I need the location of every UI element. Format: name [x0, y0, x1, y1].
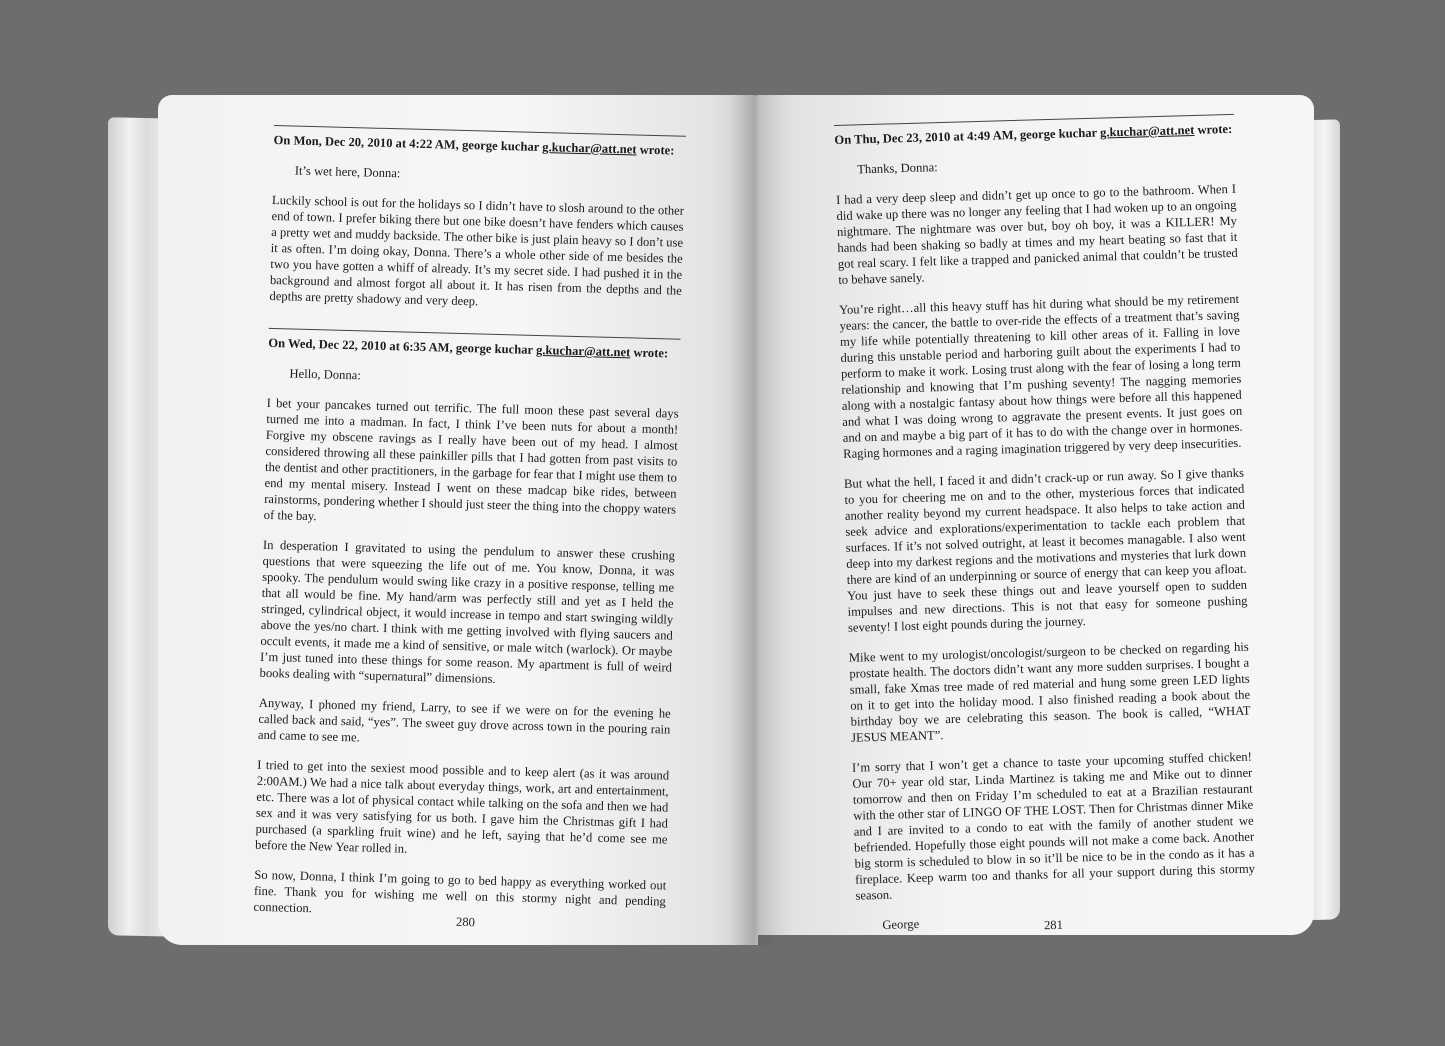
email-header-suffix: wrote:: [636, 142, 675, 158]
left-page-text: [253, 125, 686, 926]
page-number: 280: [455, 914, 476, 930]
page-number: 281: [1043, 917, 1064, 933]
paragraph: So now, Donna, I think I’m going to go to bed happy as everything worked out fine. Thank you for wishing me well on this stormy night and pending connection.: [253, 867, 667, 916]
email-header-text: On Wed, Dec 22, 2010 at 6:35 AM, george kuchar: [268, 335, 537, 357]
email-header-text: On Thu, Dec 23, 2010 at 4:49 AM, george kuchar: [834, 125, 1101, 147]
email-header: [268, 335, 680, 362]
email-address-link[interactable]: g.kuchar@att.net: [535, 342, 631, 360]
paragraph: Luckily school is out for the holidays so I didn’t have to slosh around to the other end of town. I prefer biking there but one bike doesn’t have fenders which causes a pretty wet and muddy backside. The other bike is just plain heavy so I don’t use it as often. I’m doing okay, Donna. There’s a whole other side of me besides the two you have gotten a whiff of already. It’s my secret side. I had pushed it in the background and almost forgot all about it. It has risen from the depths and the depths are pretty shadowy and very deep.: [269, 192, 685, 309]
paragraph: I tried to get into the sexiest mood possible and to keep alert (as it was around 2:00AM.) We had a nice talk about everyday things, work, art and entertainment, etc. There was a lot of physical contact while talking on the sofa and then we had sex and it was very satisfying for us both. I gave him the Christmas gift I had purchased (a sparkling fruit wine) and he left, saying that he’d come see me before the New Year rolled in.: [254, 757, 670, 856]
email-address-link[interactable]: g.kuchar@att.net: [1099, 122, 1195, 140]
email-header-suffix: wrote:: [630, 345, 669, 361]
paragraph: But what the hell, I faced it and didn’t crack-up or run away. So I give thanks to you for cheering me on and to the other, mysterious forces that indicated another reality beyond my current headspace. It also helps to take action and seek advice and explorations/experimentation to tackle each problem that surfaces. If it’s not solved outright, at least it becomes managable. I also went deep into my darkest regions and the motivations and mysteries that lurk down there are kind of an underpinning or source of energy that can keep you afloat. You just have to seek these things out and leave yourself open to sudden impulses and new directions. This is not that easy for someone pushing seventy! I lost eight pounds during the journey.: [843, 465, 1248, 635]
email-header-suffix: wrote:: [1194, 121, 1233, 137]
paragraph: I had a very deep sleep and didn’t get up once to go to the bathroom. When I did wake up there was no longer any feeling that I had woken up to an ongoing nightmare. The nightmare was over but, boy oh boy, it was a KILLER! My hands had been shaking so badly at times and my heart beating so fast that it got real scary. I felt like a trapped and panicked animal that couldn’t be trusted to behave sanely.: [835, 181, 1238, 287]
email-header: [834, 121, 1234, 148]
email-greeting: Hello, Donna:: [289, 366, 362, 383]
left-page: [158, 95, 758, 945]
email-greeting: It’s wet here, Donna:: [294, 163, 401, 181]
paragraph: Mike went to my urologist/oncologist/surgeon to be checked on regarding his prostate health. The doctors didn’t want any more sudden surprises. I bought a small, fake Xmas tree made of red material and hung some green LED lights on it to get into the holiday mood. I also finished reading a book about the birthday boy we are celebrating this season. The book is called, “WHAT JESUS MEANT”.: [848, 639, 1251, 745]
email-header-text: On Mon, Dec 20, 2010 at 4:22 AM, george kuchar: [273, 132, 543, 155]
right-page-text: [834, 114, 1256, 934]
paragraph: I’m sorry that I won’t get a chance to taste your upcoming stuffed chicken! Our 70+ year old star, Linda Martinez is taking me and Mike out to dinner tomorrow and then on Friday I’m scheduled to eat at a Brazilian restaurant with the other star of LINGO OF THE LOST. Then for Christmas dinner Mike and I are invited to a condo to eat with the family of another student we befriended. Hopefully those eight pounds will not make a come back. Another big storm is scheduled to blow in so it’ll be nice to be in the condo as it has a fireplace. Keep warm too and thanks for all your support during this stormy season.: [851, 749, 1256, 903]
right-page: [754, 95, 1314, 935]
paragraph: I bet your pancakes turned out terrific. The full moon these past several days turned me into a madman. In fact, I think I’ve been nuts for about a month! Forgive my obscene ravings as I really have been out of my head. I almost considered throwing all these painkiller pills that I had gotten from past visits to the dentist and other practitioners, in the garbage for fear that I might use them to end my mental misery. Instead I went on these madcap bike rides, between rainstorms, pondering whether I should just steer the thing into the choppy waters of the bay.: [263, 395, 679, 524]
email-signoff: George: [882, 916, 920, 932]
email-greeting: Thanks, Donna:: [857, 160, 938, 177]
paragraph: You’re right…all this heavy stuff has hit during what should be my retirement years: the cancer, the battle to over-ride the effects of a treatment that’s saving my life while potentially threatening to kill other areas of it. Falling in love during this unstable period and harboring guilt about the experiments I had to perform to make it work. Losing trust along with the fear of losing a long term relationship and knowing that I’m pushing seventy! The nagging memories along with a nostalgic fantasy about how things were before all this happened and what I was doing wrong to aggravate the present events. It just goes on and on and maybe a big part of it has to do with the change over in hormones. Raging hormones and a raging imagination triggered by very deep insecurities.: [838, 291, 1243, 461]
paragraph: In desperation I gravitated to using the pendulum to answer these crushing questions that were squeezing the life out of me. You know, Donna, it was spooky. The pendulum would swing like crazy in a positive response, telling me that all would be fine. My hand/arm was perfectly still and yet as I held the stringed, cylindrical object, it would increase in tempo and start swinging wildly above the yes/no chart. I think with me getting involved with flying saucers and occult events, it made me a kind of sensitive, or male witch (warlock). Or maybe I’m just tuned into these things for some reason. My apartment is full of weird books dealing with “supernatural” dimensions.: [259, 537, 676, 686]
email-header: [273, 132, 685, 159]
paragraph: Anyway, I phoned my friend, Larry, to see if we were on for the evening he called back and said, “yes”. The sweet guy drove across town in the pouring rain and came to see me.: [257, 695, 671, 745]
email-address-link[interactable]: g.kuchar@att.net: [542, 140, 637, 157]
